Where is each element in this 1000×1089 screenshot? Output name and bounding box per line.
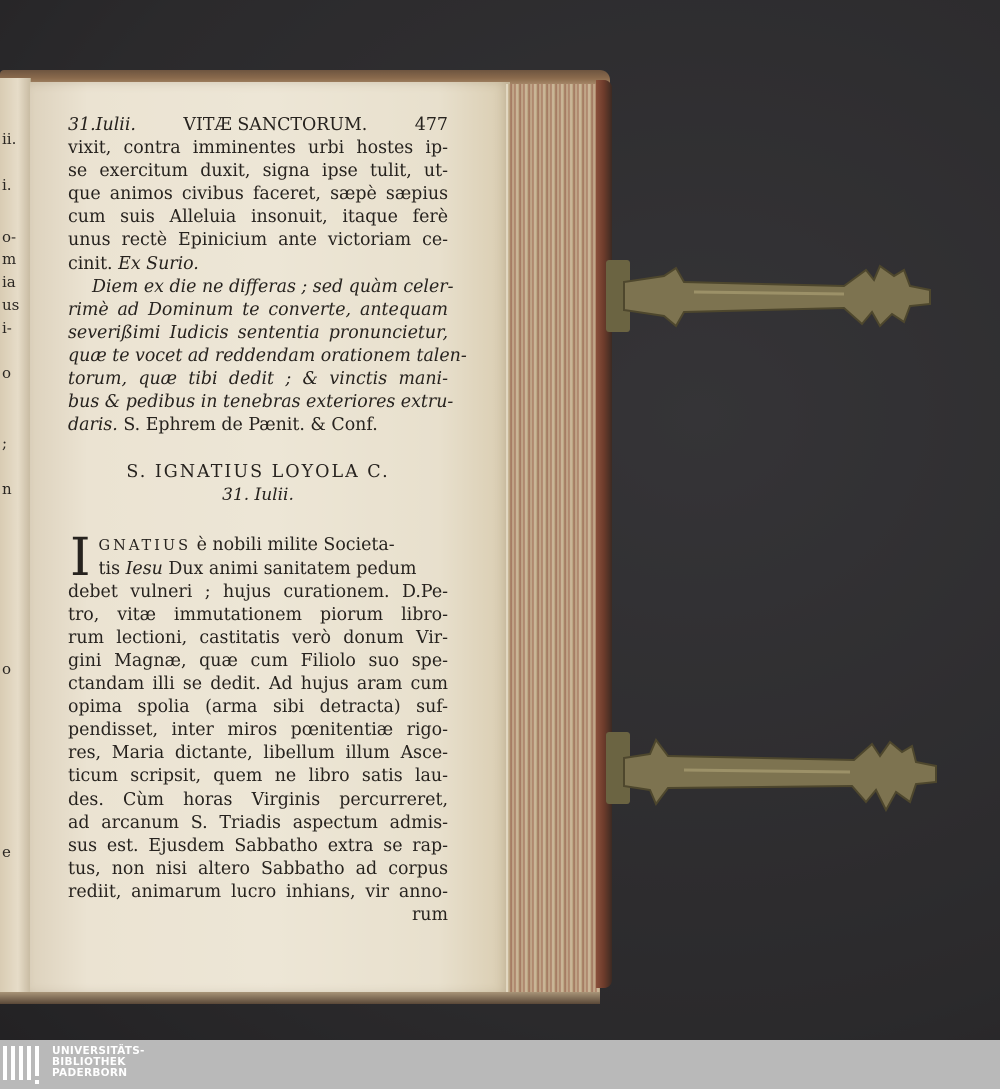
text-line-end bbox=[68, 253, 448, 276]
section-date: 31. Iulii. bbox=[222, 485, 294, 506]
text-line: des. Cùm horas Virginis percurreret, bbox=[68, 789, 448, 810]
library-name-line: UNIVERSITÄTS- bbox=[52, 1045, 145, 1057]
book-bottom-edge bbox=[0, 992, 600, 1004]
text-line: tus, non nisi altero Sabbatho ad corpus bbox=[68, 858, 448, 879]
quote-line: Diem ex die ne differas ; sed quàm celer- bbox=[92, 276, 454, 297]
catchword: rum bbox=[411, 905, 448, 925]
text-fragment: daris. bbox=[68, 415, 118, 436]
text-line: unus rectè Epinicium ante victoriam ce- bbox=[68, 230, 448, 251]
text-line: pendisset, inter miros pœnitentiæ rigo- bbox=[68, 720, 448, 741]
source-citation: S. Ephrem de Pænit. & Conf. bbox=[123, 415, 378, 436]
left-page-sliver bbox=[0, 78, 31, 996]
source-citation: Ex Surio. bbox=[118, 253, 199, 274]
library-logo-icon bbox=[0, 1040, 48, 1089]
text-fragment: Iesu bbox=[125, 558, 163, 579]
left-fragment: ii. bbox=[2, 130, 17, 148]
text-line bbox=[68, 558, 448, 581]
left-fragment: m bbox=[2, 250, 17, 268]
drop-cap: I bbox=[70, 527, 91, 588]
left-fragment: ia bbox=[2, 273, 16, 291]
text-line: ticum scripsit, quem ne libro satis lau- bbox=[68, 766, 448, 787]
quote-line: torum, quæ tibi dedit ; & vinctis mani- bbox=[68, 369, 448, 390]
text-line: sus est. Ejusdem Sabbatho extra se rap- bbox=[68, 835, 448, 856]
library-name-line: BIBLIOTHEK bbox=[52, 1056, 126, 1069]
text-line: rediit, animarum lucro inhians, vir anno- bbox=[68, 881, 448, 902]
text-fragment: cinit. bbox=[68, 253, 113, 274]
quote-line: bus & pedibus in tenebras exteriores extru- bbox=[68, 392, 454, 413]
text-line: tro, vitæ immutationem piorum libro- bbox=[68, 604, 448, 625]
text-line: cum suis Alleluia insonuit, itaque ferè bbox=[68, 207, 448, 228]
library-name bbox=[52, 1046, 145, 1080]
quote-line: rimè ad Dominum te converte, antequam bbox=[68, 299, 448, 320]
body-paragraph bbox=[68, 527, 448, 928]
page-text bbox=[68, 114, 467, 927]
running-head-title: VITÆ SANCTORUM. bbox=[183, 115, 368, 135]
left-fragment: i. bbox=[2, 176, 12, 194]
text-line: res, Maria dictante, libellum illum Asce- bbox=[68, 743, 448, 764]
lower-clasp-icon bbox=[604, 730, 940, 816]
running-head bbox=[68, 114, 448, 137]
running-head-date: 31.Iulii. bbox=[68, 115, 136, 135]
text-fragment: tis bbox=[98, 558, 121, 579]
text-line: ctandam illi se dedit. Ad hujus aram cum bbox=[68, 674, 448, 695]
left-fragment: n bbox=[2, 480, 12, 498]
text-line: que animos civibus faceret, sæpè sæpius bbox=[68, 184, 448, 205]
left-fragment: us bbox=[2, 296, 20, 314]
quote-line-end bbox=[68, 414, 448, 437]
text-line: rum lectioni, castitatis verò donum Vir- bbox=[68, 627, 448, 648]
text-fragment: Dux animi sanitatem pedum bbox=[168, 558, 417, 579]
text-fragment: è nobili milite Societa- bbox=[196, 534, 395, 555]
library-name-line: PADERBORN bbox=[52, 1067, 128, 1080]
quote-block bbox=[68, 276, 454, 299]
text-line: ad arcanum S. Triadis aspectum admis- bbox=[68, 812, 448, 833]
quote-line: quæ te vocet ad reddendam orationem talen- bbox=[68, 345, 467, 366]
text-line: gini Magnæ, quæ cum Filiolo suo spe- bbox=[68, 650, 448, 671]
library-footer bbox=[0, 1040, 1000, 1089]
section-heading: S. IGNATIUS LOYOLA C. bbox=[126, 462, 390, 483]
left-fragment: ; bbox=[2, 434, 8, 452]
upper-clasp-icon bbox=[604, 256, 936, 336]
book-cover-edge bbox=[596, 80, 612, 988]
left-fragment: o- bbox=[2, 228, 17, 246]
left-fragment: o bbox=[2, 364, 12, 382]
text-line: se exercitum duxit, signa ipse tulit, ut- bbox=[68, 161, 448, 182]
text-line: opima spolia (arma sibi detracta) suf- bbox=[68, 697, 448, 718]
page-block-edges bbox=[506, 84, 600, 996]
quote-line: severißimi Iudicis sententia pronuncietur, bbox=[68, 322, 448, 343]
page-number: 477 bbox=[414, 115, 448, 135]
text-line bbox=[68, 534, 448, 558]
left-fragment: i- bbox=[2, 319, 12, 337]
text-line: debet vulneri ; hujus curationem. D.Pe- bbox=[68, 581, 448, 602]
left-fragment: o bbox=[2, 660, 12, 678]
small-caps-word: GNATIUS bbox=[98, 537, 192, 554]
text-line: vixit, contra imminentes urbi hostes ip- bbox=[68, 138, 448, 159]
left-fragment: e bbox=[2, 843, 11, 861]
